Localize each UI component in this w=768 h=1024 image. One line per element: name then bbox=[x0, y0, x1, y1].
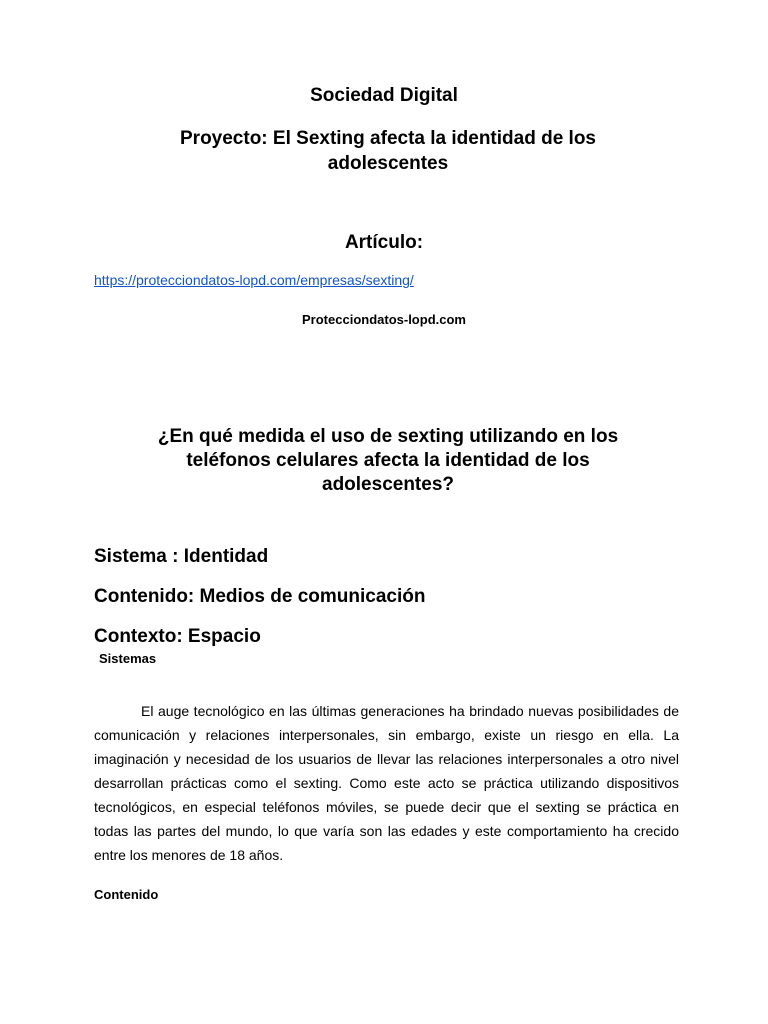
project-title: Proyecto: El Sexting afecta la identidad de los adolescentes bbox=[180, 128, 596, 174]
contenido-line: Contenido: Medios de comunicación bbox=[94, 586, 426, 607]
article-link[interactable]: https://protecciondatos-lopd.com/empresas/sexting/ bbox=[94, 272, 414, 288]
section-heading-contenido: Contenido bbox=[94, 887, 159, 902]
sistema-line: Sistema : Identidad bbox=[94, 546, 269, 567]
source-name: Protecciondatos-lopd.com bbox=[302, 312, 466, 327]
sistemas-paragraph: El auge tecnológico en las últimas generaciones ha brindado nuevas posibilidades de comunicación y relaciones interpersonales, sin embargo, existe un riesgo en ella. La imaginación y necesidad de los usuarios de llevar las relaciones interpersonales a otro nivel desarrollan prácticas como el sexting. Como este acto se práctica utilizando dispositivos tecnológicos, en especial teléfonos móviles, se puede decir que el sexting se práctica en todas las partes del mundo, lo que varía son las edades y este comportamiento ha crecido entre los menores de 18 años. bbox=[94, 703, 679, 863]
section-heading-sistemas: Sistemas bbox=[99, 651, 157, 666]
article-heading: Artículo: bbox=[344, 232, 424, 253]
contexto-line: Contexto: Espacio bbox=[94, 626, 261, 647]
document-title: Sociedad Digital bbox=[310, 85, 458, 106]
research-question: ¿En qué medida el uso de sexting utilizando en los teléfonos celulares afecta la identidad de los adolescentes? bbox=[157, 426, 619, 495]
